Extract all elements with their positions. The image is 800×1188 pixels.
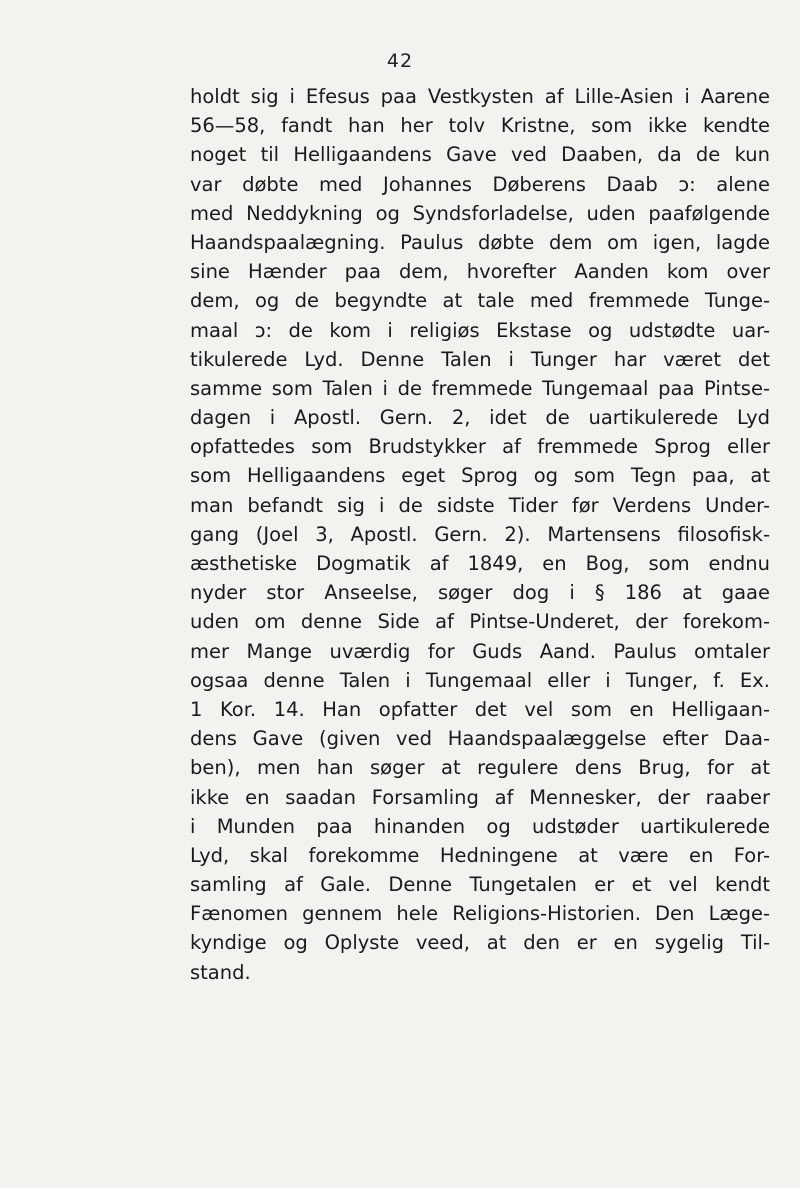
text-line: dagen i Apostl. Gern. 2, idet de uartikulerede Lyd: [190, 406, 770, 430]
text-line: stand.: [190, 960, 251, 984]
text-line: maal ɔ: de kom i religiøs Ekstase og udstødte uar-: [190, 318, 770, 342]
text-line: æsthetiske Dogmatik af 1849, en Bog, som endnu: [190, 552, 770, 575]
text-line: uden om denne Side af Pintse-Underet, der forekom-: [190, 610, 770, 634]
body-text: [190, 82, 770, 987]
text-line: opfattedes som Brudstykker af fremmede Sprog eller: [190, 435, 770, 459]
text-line: ikke en saadan Forsamling af Mennesker, der raaber: [190, 785, 770, 809]
text-line: noget til Helligaandens Gave ved Daaben, da de kun: [190, 143, 770, 167]
text-line: Fænomen gennem hele Religions-Historien. Den Læge-: [190, 902, 770, 926]
text-line: i Munden paa hinanden og udstøder uartikulerede: [190, 814, 770, 838]
text-line: man befandt sig i de sidste Tider før Verdens Under-: [190, 493, 770, 517]
text-line: kyndige og Oplyste veed, at den er en sygelig Til-: [190, 931, 770, 955]
text-line: dens Gave (given ved Haandspaalæggelse efter Daa-: [190, 727, 770, 751]
text-line: ogsaa denne Talen i Tungemaal eller i Tunger, f. Ex.: [190, 668, 770, 692]
text-line: med Neddykning og Syndsforladelse, uden paafølgende: [190, 201, 770, 225]
text-line: dem, og de begyndte at tale med fremmede Tunge-: [190, 289, 770, 313]
text-line: mer Mange uværdig for Guds Aand. Paulus omtaler: [190, 639, 770, 663]
text-line: var døbte med Johannes Døberens Daab ɔ: alene: [190, 172, 770, 196]
text-line: Lyd, skal forekomme Hedningene at være en For-: [190, 843, 770, 867]
text-line: ben), men han søger at regulere dens Brug, for at: [190, 756, 770, 780]
text-line: holdt sig i Efesus paa Vestkysten af Lille-Asien i Aarene: [190, 85, 770, 108]
text-line: 1 Kor. 14. Han opfatter det vel som en Helligaan-: [190, 697, 770, 721]
text-line: 56—58, fandt han her tolv Kristne, som ikke kendte: [190, 114, 770, 138]
text-line: tikulerede Lyd. Denne Talen i Tunger har været det: [190, 347, 770, 371]
text-line: nyder stor Anseelse, søger dog i § 186 at gaae: [190, 581, 770, 605]
text-line: samling af Gale. Denne Tungetalen er et vel kendt: [190, 873, 770, 897]
text-line: som Helligaandens eget Sprog og som Tegn paa, at: [190, 464, 770, 488]
text-line: samme som Talen i de fremmede Tungemaal paa Pintse-: [190, 376, 770, 400]
text-line: gang (Joel 3, Apostl. Gern. 2). Martensens filosofisk-: [190, 522, 770, 546]
page-number: 42: [386, 50, 414, 72]
text-line: Haandspaalægning. Paulus døbte dem om igen, lagde: [190, 230, 770, 254]
text-line: sine Hænder paa dem, hvorefter Aanden kom over: [190, 260, 770, 284]
